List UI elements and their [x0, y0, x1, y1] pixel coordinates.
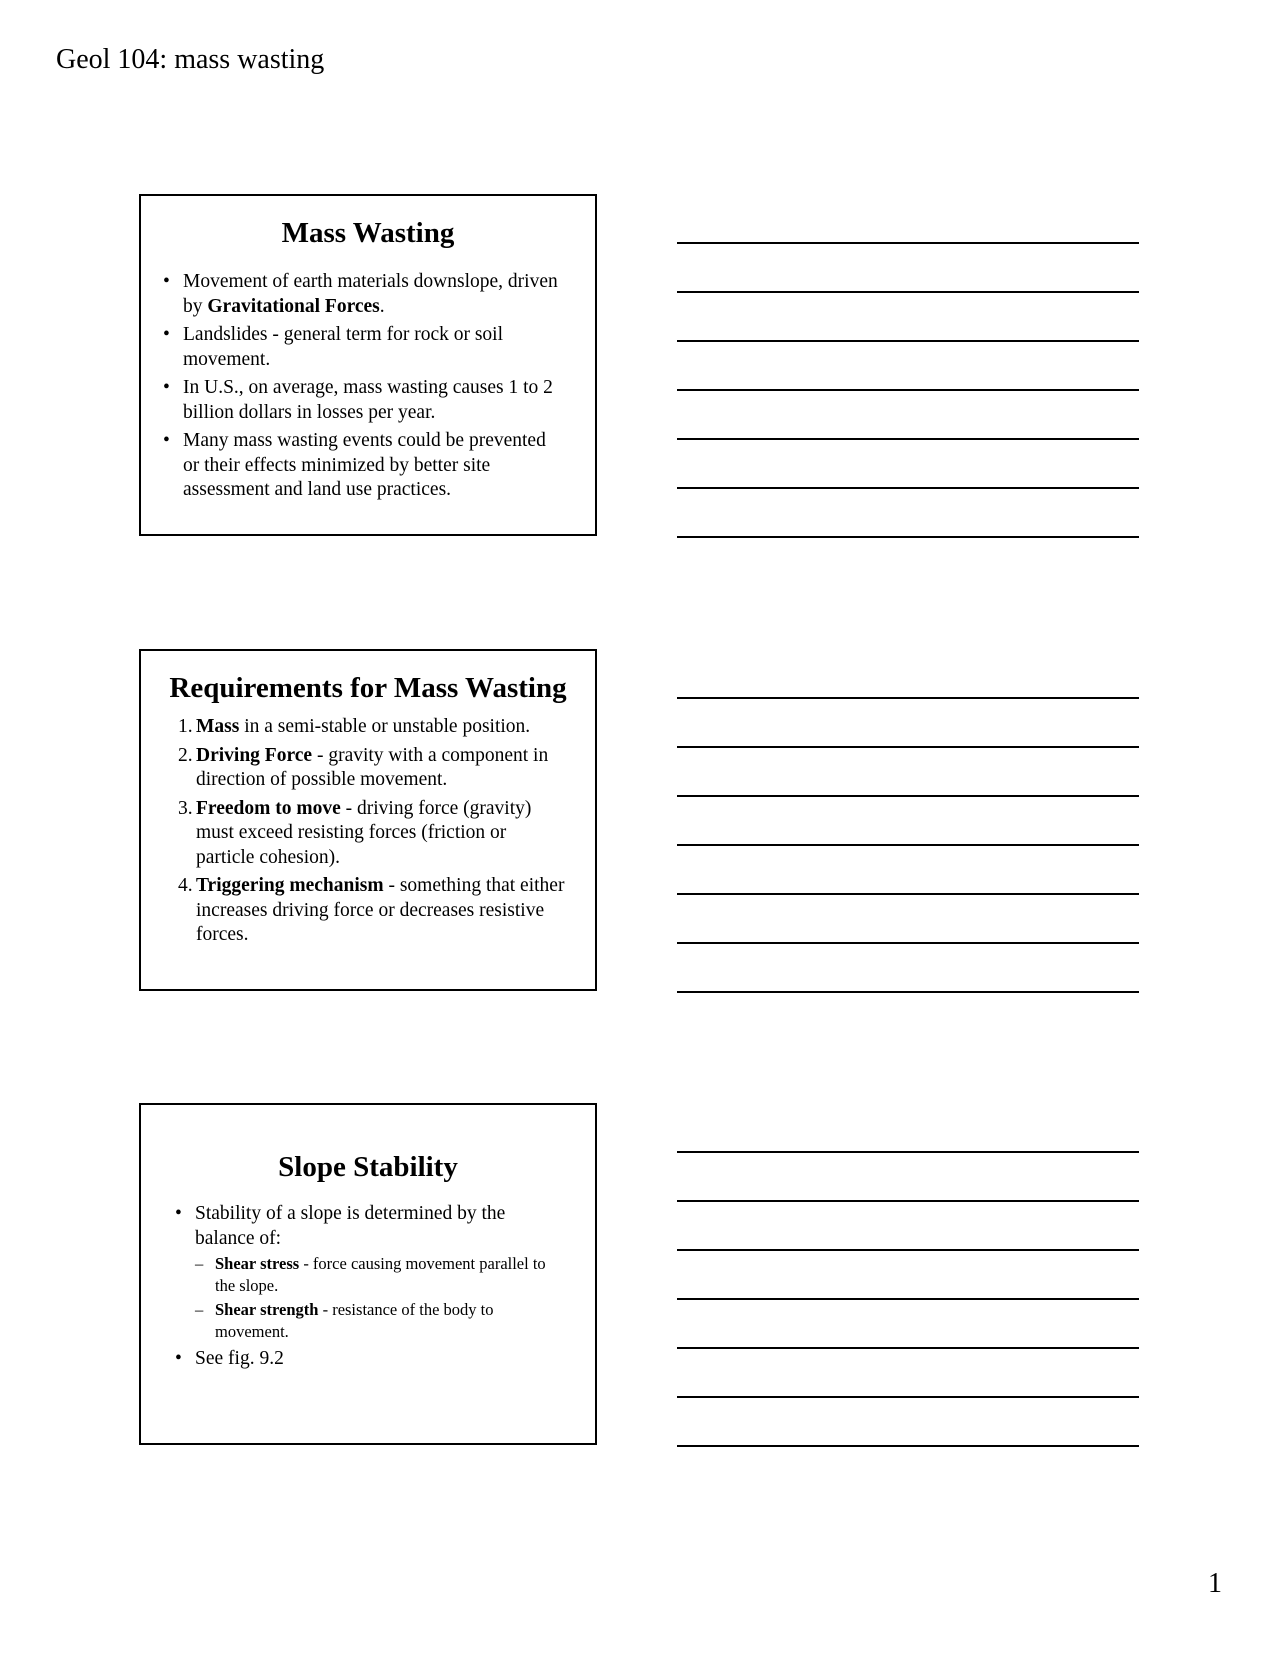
- sub-bullet-text: - resistance of the body to movement.: [215, 1300, 494, 1341]
- slide-slope-stability: [139, 1103, 597, 1445]
- note-line: [677, 1396, 1139, 1398]
- bold-term: Gravitational Forces: [207, 295, 380, 317]
- list-item: [178, 715, 565, 740]
- list-item: [178, 797, 565, 871]
- bullet-text: Movement of earth materials downslope, driven by: [183, 271, 558, 317]
- bullet-item: • Many mass wasting events could be prevented or their effects minimized by better site assessment and land use practices.: [163, 429, 565, 503]
- slide-title: Requirements for Mass Wasting: [169, 672, 567, 704]
- bold-term: Triggering mechanism: [196, 875, 384, 896]
- note-line: [677, 1151, 1139, 1153]
- bold-term: Shear stress: [215, 1254, 300, 1273]
- list-item: [178, 874, 565, 948]
- note-line: [677, 438, 1139, 440]
- item-text: in a semi-stable or unstable position.: [239, 716, 531, 737]
- bold-term: Driving Force: [196, 744, 313, 766]
- sub-bullet-text: - force causing movement parallel to the slope.: [215, 1254, 546, 1295]
- bullet-text: Stability of a slope is determined by the balance of:: [195, 1203, 506, 1249]
- bullet-text: .: [379, 295, 385, 317]
- item-number: 3.: [178, 797, 193, 819]
- note-line: [677, 942, 1139, 944]
- item-text: - driving force (gravity) must exceed resisting forces (friction or particle cohesion).: [196, 797, 532, 868]
- item-number: 4.: [178, 875, 193, 896]
- page-number: 1: [1208, 1568, 1222, 1599]
- note-line: [677, 1298, 1139, 1300]
- sub-bullet-item: [195, 1253, 565, 1297]
- list-item: [178, 744, 565, 793]
- slide-title: Slope Stability: [278, 1151, 458, 1183]
- item-number: 1.: [178, 716, 193, 737]
- note-line: [677, 1200, 1139, 1202]
- note-line: [677, 389, 1139, 391]
- bullet-item: • See fig. 9.2: [175, 1347, 565, 1372]
- slide-requirements: [139, 649, 597, 991]
- bullet-item: • In U.S., on average, mass wasting causes 1 to 2 billion dollars in losses per year.: [163, 376, 565, 425]
- numbered-list: [178, 715, 565, 948]
- page-header: Geol 104: mass wasting: [56, 44, 325, 75]
- bullet-list: [175, 1202, 565, 1372]
- note-line: [677, 242, 1139, 244]
- bold-term: Shear strength: [215, 1300, 319, 1319]
- note-line: [677, 1249, 1139, 1251]
- note-line: [677, 536, 1139, 538]
- note-line: [677, 340, 1139, 342]
- note-line: [677, 1347, 1139, 1349]
- bold-term: Mass: [196, 716, 240, 737]
- bullet-item: [175, 1202, 565, 1343]
- note-line: [677, 487, 1139, 489]
- item-number: 2.: [178, 744, 193, 766]
- bullet-list: [163, 270, 565, 503]
- note-line: [677, 844, 1139, 846]
- bullet-item: • Landslides - general term for rock or soil movement.: [163, 323, 565, 372]
- note-line: [677, 795, 1139, 797]
- bullet-item: [163, 270, 565, 319]
- note-line: [677, 291, 1139, 293]
- note-line: [677, 1445, 1139, 1447]
- note-line: [677, 893, 1139, 895]
- note-line: [677, 746, 1139, 748]
- sub-bullet-item: [195, 1299, 565, 1343]
- slide-title: Mass Wasting: [281, 217, 455, 249]
- note-line: [677, 991, 1139, 993]
- note-line: [677, 697, 1139, 699]
- slide-mass-wasting: [139, 194, 597, 536]
- item-text: - something that either increases driving force or decreases resistive forces.: [196, 875, 565, 945]
- sub-bullet-list: [195, 1253, 565, 1343]
- item-text: - gravity with a component in direction of possible movement.: [196, 744, 549, 790]
- bold-term: Freedom to move: [196, 797, 341, 819]
